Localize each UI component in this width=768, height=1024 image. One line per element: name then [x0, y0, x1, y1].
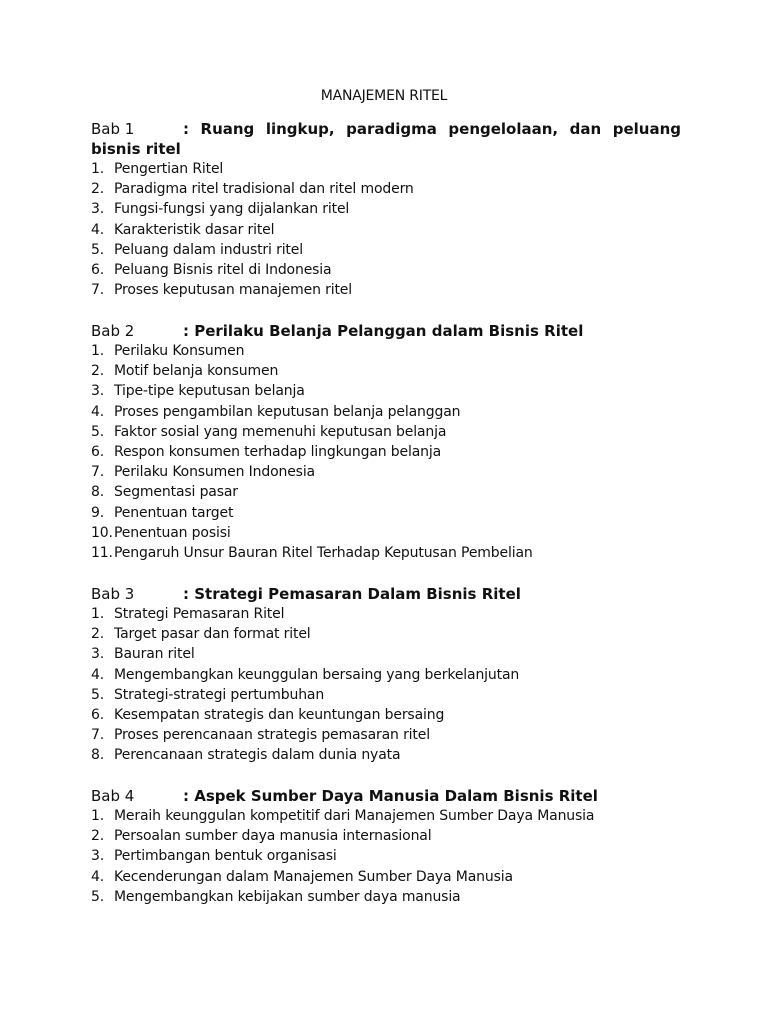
chapter-label: Bab 2: [91, 322, 135, 340]
list-item: [91, 462, 681, 482]
item-text: Fungsi-fungsi yang dijalankan ritel: [114, 201, 350, 218]
item-number: 3.: [91, 646, 105, 663]
item-text: Motif belanja konsumen: [114, 363, 279, 380]
list-item: [91, 705, 681, 725]
item-number: 2.: [91, 363, 105, 380]
item-text: Meraih keunggulan kompetitif dari Manajemen Sumber Daya Manusia: [114, 808, 595, 824]
item-number: 9.: [91, 504, 105, 521]
chapter-heading: [91, 321, 681, 341]
item-number: 4.: [91, 666, 105, 683]
item-number: 5.: [91, 423, 105, 440]
item-number: 10.: [91, 524, 113, 541]
item-number: 5.: [91, 241, 105, 258]
item-text: Kesempatan strategis dan keuntungan bersaing: [114, 706, 445, 723]
item-number: 3.: [91, 383, 105, 400]
list-item: [91, 422, 681, 442]
item-number: 7.: [91, 464, 105, 481]
item-number: 1.: [91, 808, 105, 824]
item-text: Respon konsumen terhadap lingkungan belanja: [114, 443, 442, 460]
item-text: Pengaruh Unsur Bauran Ritel Terhadap Keputusan Pembelian: [114, 544, 533, 561]
item-text: Penentuan posisi: [114, 524, 231, 541]
item-text: Strategi Pemasaran Ritel: [114, 606, 285, 622]
item-number: 1.: [91, 161, 105, 177]
item-text: Pengertian Ritel: [114, 161, 224, 177]
item-text: Target pasar dan format ritel: [114, 626, 311, 643]
list-item: [91, 624, 681, 644]
item-text: Bauran ritel: [114, 646, 195, 663]
item-number: 2.: [91, 828, 105, 845]
list-item: [91, 523, 681, 543]
chapter-title: : Ruang lingkup, paradigma pengelolaan, dan peluang bisnis ritel: [91, 120, 681, 158]
chapter-item-list: [91, 341, 681, 563]
list-item: [91, 725, 681, 745]
list-item: [91, 260, 681, 280]
item-number: 8.: [91, 484, 105, 501]
item-number: 6.: [91, 261, 105, 278]
item-text: Segmentasi pasar: [114, 484, 238, 501]
item-text: Pertimbangan bentuk organisasi: [114, 848, 337, 865]
chapter-4: [91, 786, 681, 907]
item-number: 6.: [91, 443, 105, 460]
list-item: [91, 280, 681, 300]
item-text: Karakteristik dasar ritel: [114, 221, 275, 238]
item-number: 1.: [91, 343, 105, 359]
item-number: 3.: [91, 848, 105, 865]
item-text: Perilaku Konsumen: [114, 343, 245, 359]
list-item: [91, 644, 681, 664]
chapter-label: Bab 1: [91, 120, 135, 138]
chapter-3: [91, 584, 681, 766]
item-text: Peluang Bisnis ritel di Indonesia: [114, 261, 332, 278]
list-item: [91, 503, 681, 523]
list-item: [91, 665, 681, 685]
item-number: 7.: [91, 282, 105, 299]
chapter-label: Bab 3: [91, 585, 135, 603]
item-number: 8.: [91, 747, 105, 764]
item-text: Proses perencanaan strategis pemasaran ritel: [114, 727, 430, 744]
list-item: [91, 220, 681, 240]
item-number: 2.: [91, 181, 105, 198]
list-item: [91, 442, 681, 462]
item-number: 4.: [91, 868, 105, 885]
item-number: 4.: [91, 403, 105, 420]
list-item: [91, 381, 681, 401]
list-item: [91, 240, 681, 260]
item-text: Mengembangkan keunggulan bersaing yang berkelanjutan: [114, 666, 520, 683]
item-text: Persoalan sumber daya manusia internasional: [114, 828, 432, 845]
chapter-label: Bab 4: [91, 787, 135, 805]
item-number: 5.: [91, 888, 105, 905]
item-text: Strategi-strategi pertumbuhan: [114, 686, 325, 703]
chapter-2: [91, 321, 681, 563]
list-item: [91, 604, 681, 624]
item-number: 7.: [91, 727, 105, 744]
list-item: [91, 159, 681, 179]
list-item: [91, 179, 681, 199]
list-item: [91, 806, 681, 826]
item-number: 5.: [91, 686, 105, 703]
list-item: [91, 887, 681, 907]
chapter-heading: [91, 584, 681, 604]
item-text: Paradigma ritel tradisional dan ritel modern: [114, 181, 414, 198]
item-number: 1.: [91, 606, 105, 622]
list-item: [91, 846, 681, 866]
list-item: [91, 361, 681, 381]
item-text: Tipe-tipe keputusan belanja: [114, 383, 305, 400]
item-number: 11.: [91, 544, 113, 561]
list-item: [91, 745, 681, 765]
chapter-item-list: [91, 604, 681, 766]
list-item: [91, 543, 681, 563]
list-item: [91, 402, 681, 422]
list-item: [91, 341, 681, 361]
item-number: 6.: [91, 706, 105, 723]
item-text: Penentuan target: [114, 504, 234, 521]
item-text: Proses keputusan manajemen ritel: [114, 282, 352, 299]
list-item: [91, 867, 681, 887]
chapter-item-list: [91, 806, 681, 907]
item-text: Peluang dalam industri ritel: [114, 241, 303, 258]
chapter-heading: [91, 119, 681, 159]
list-item: [91, 199, 681, 219]
document-title: MANAJEMEN RITEL: [320, 88, 448, 104]
chapter-title: : Strategi Pemasaran Dalam Bisnis Ritel: [183, 585, 521, 603]
item-text: Perilaku Konsumen Indonesia: [114, 464, 315, 481]
list-item: [91, 482, 681, 502]
chapter-heading: [91, 786, 681, 806]
list-item: [91, 685, 681, 705]
item-text: Proses pengambilan keputusan belanja pelanggan: [114, 403, 461, 420]
chapter-title: : Aspek Sumber Daya Manusia Dalam Bisnis Ritel: [183, 787, 598, 805]
list-item: [91, 826, 681, 846]
item-text: Faktor sosial yang memenuhi keputusan belanja: [114, 423, 447, 440]
chapter-item-list: [91, 159, 681, 300]
item-text: Perencanaan strategis dalam dunia nyata: [114, 747, 401, 764]
item-number: 2.: [91, 626, 105, 643]
chapter-1: [91, 119, 681, 300]
chapter-title: : Perilaku Belanja Pelanggan dalam Bisnis Ritel: [183, 322, 584, 340]
item-text: Mengembangkan kebijakan sumber daya manusia: [114, 888, 461, 905]
item-text: Kecenderungan dalam Manajemen Sumber Daya Manusia: [114, 868, 513, 885]
item-number: 3.: [91, 201, 105, 218]
item-number: 4.: [91, 221, 105, 238]
